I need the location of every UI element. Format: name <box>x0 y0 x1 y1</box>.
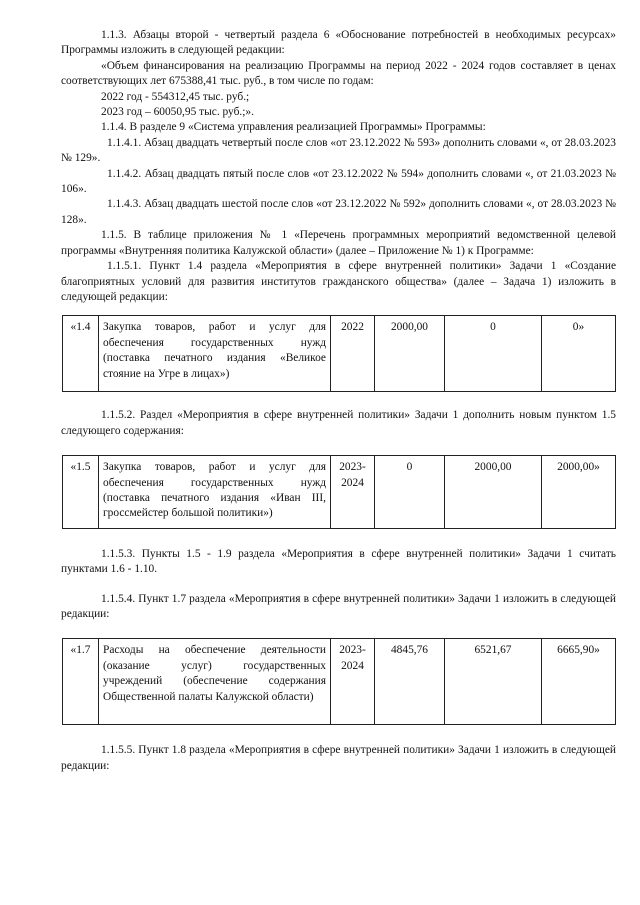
item-total: 0 <box>375 456 445 529</box>
paragraph-2022: 2022 год - 554312,45 тыс. руб.; <box>101 90 250 103</box>
table-item-1-7 <box>62 638 616 725</box>
paragraph-2023: 2023 год – 60050,95 тыс. руб.;». <box>101 106 254 119</box>
paragraph-funding-quote: «Объем финансирования на реализацию Программы на период 2022 - 2024 годов составляет в ценах соответствующих лет 675388,41 тыс. руб., в том числе по годам: <box>61 59 616 88</box>
item-2024: 6665,90» <box>542 639 616 725</box>
item-2023: 6521,67 <box>445 639 542 725</box>
table-row <box>63 456 616 529</box>
item-description: Закупка товаров, работ и услуг для обеспечения государственных нужд (поставка печатного издания «Великое стояние на Угре в лицах») <box>99 316 331 392</box>
paragraph-1-1-5: 1.1.5. В таблице приложения № 1 «Перечень программных мероприятий ведомственной целевой программы «Внутренняя политика Калужской области» (далее – Приложение № 1) к Программе: <box>61 229 616 257</box>
table-item-1-5 <box>62 455 616 529</box>
paragraph-1-1-5-5: 1.1.5.5. Пункт 1.8 раздела «Мероприятия в сфере внутренней политики» Задачи 1 изложить в следующей редакции: <box>61 744 616 772</box>
paragraph-1-1-5-4: 1.1.5.4. Пункт 1.7 раздела «Мероприятия в сфере внутренней политики» Задачи 1 изложить в следующей редакции: <box>61 592 616 620</box>
item-2024: 0» <box>542 316 616 392</box>
table-row <box>63 639 616 725</box>
document-page <box>61 28 616 774</box>
item-total: 2000,00 <box>375 316 445 392</box>
paragraph-1-1-4: 1.1.4. В разделе 9 «Система управления реализацией Программы» Программы: <box>101 121 486 134</box>
item-years: 2023-2024 <box>331 639 375 725</box>
item-number: «1.4 <box>63 316 99 392</box>
item-total: 4845,76 <box>375 639 445 725</box>
item-2024: 2000,00» <box>542 456 616 529</box>
paragraph-1-1-4-1: 1.1.4.1. Абзац двадцать четвертый после слов «от 23.12.2022 № 593» дополнить словами «, от 28.03.2023 № 129». <box>61 136 616 165</box>
paragraph-1-1-5-3: 1.1.5.3. Пункты 1.5 - 1.9 раздела «Мероприятия в сфере внутренней политики» Задачи 1 считать пунктами 1.6 - 1.10. <box>61 547 616 576</box>
paragraph-1-1-5-2: 1.1.5.2. Раздел «Мероприятия в сфере внутренней политики» Задачи 1 дополнить новым пунктом 1.5 следующего содержания: <box>61 409 616 437</box>
paragraph-1-1-4-2: 1.1.4.2. Абзац двадцать пятый после слов «от 23.12.2022 № 594» дополнить словами «, от 21.03.2023 № 106». <box>61 167 616 196</box>
item-number: «1.5 <box>63 456 99 529</box>
paragraph-1-1-4-3: 1.1.4.3. Абзац двадцать шестой после слов «от 23.12.2022 № 592» дополнить словами «, от 28.03.2023 № 128». <box>61 198 616 226</box>
item-2023: 2000,00 <box>445 456 542 529</box>
item-number: «1.7 <box>63 639 99 725</box>
item-years: 2022 <box>331 316 375 392</box>
item-2023: 0 <box>445 316 542 392</box>
item-years: 2023-2024 <box>331 456 375 529</box>
table-row <box>63 316 616 392</box>
item-description: Закупка товаров, работ и услуг для обеспечения государственных нужд (поставка печатного издания «Иван III, гроссмейстер большой политики») <box>99 456 331 529</box>
paragraph-1-1-5-1: 1.1.5.1. Пункт 1.4 раздела «Мероприятия в сфере внутренней политики» Задачи 1 «Создание благоприятных условий для развития институтов гражданского общества» (далее – Задача 1) изложить в следующей редакции: <box>61 260 616 303</box>
item-description: Расходы на обеспечение деятельности (оказание услуг) государственных учреждений (обеспечение содержания Общественной палаты Калужской области) <box>99 639 331 725</box>
table-item-1-4 <box>62 315 616 392</box>
paragraph-1-1-3: 1.1.3. Абзацы второй - четвертый раздела 6 «Обоснование потребностей в необходимых ресурсах» Программы изложить в следующей редакции: <box>61 29 616 57</box>
